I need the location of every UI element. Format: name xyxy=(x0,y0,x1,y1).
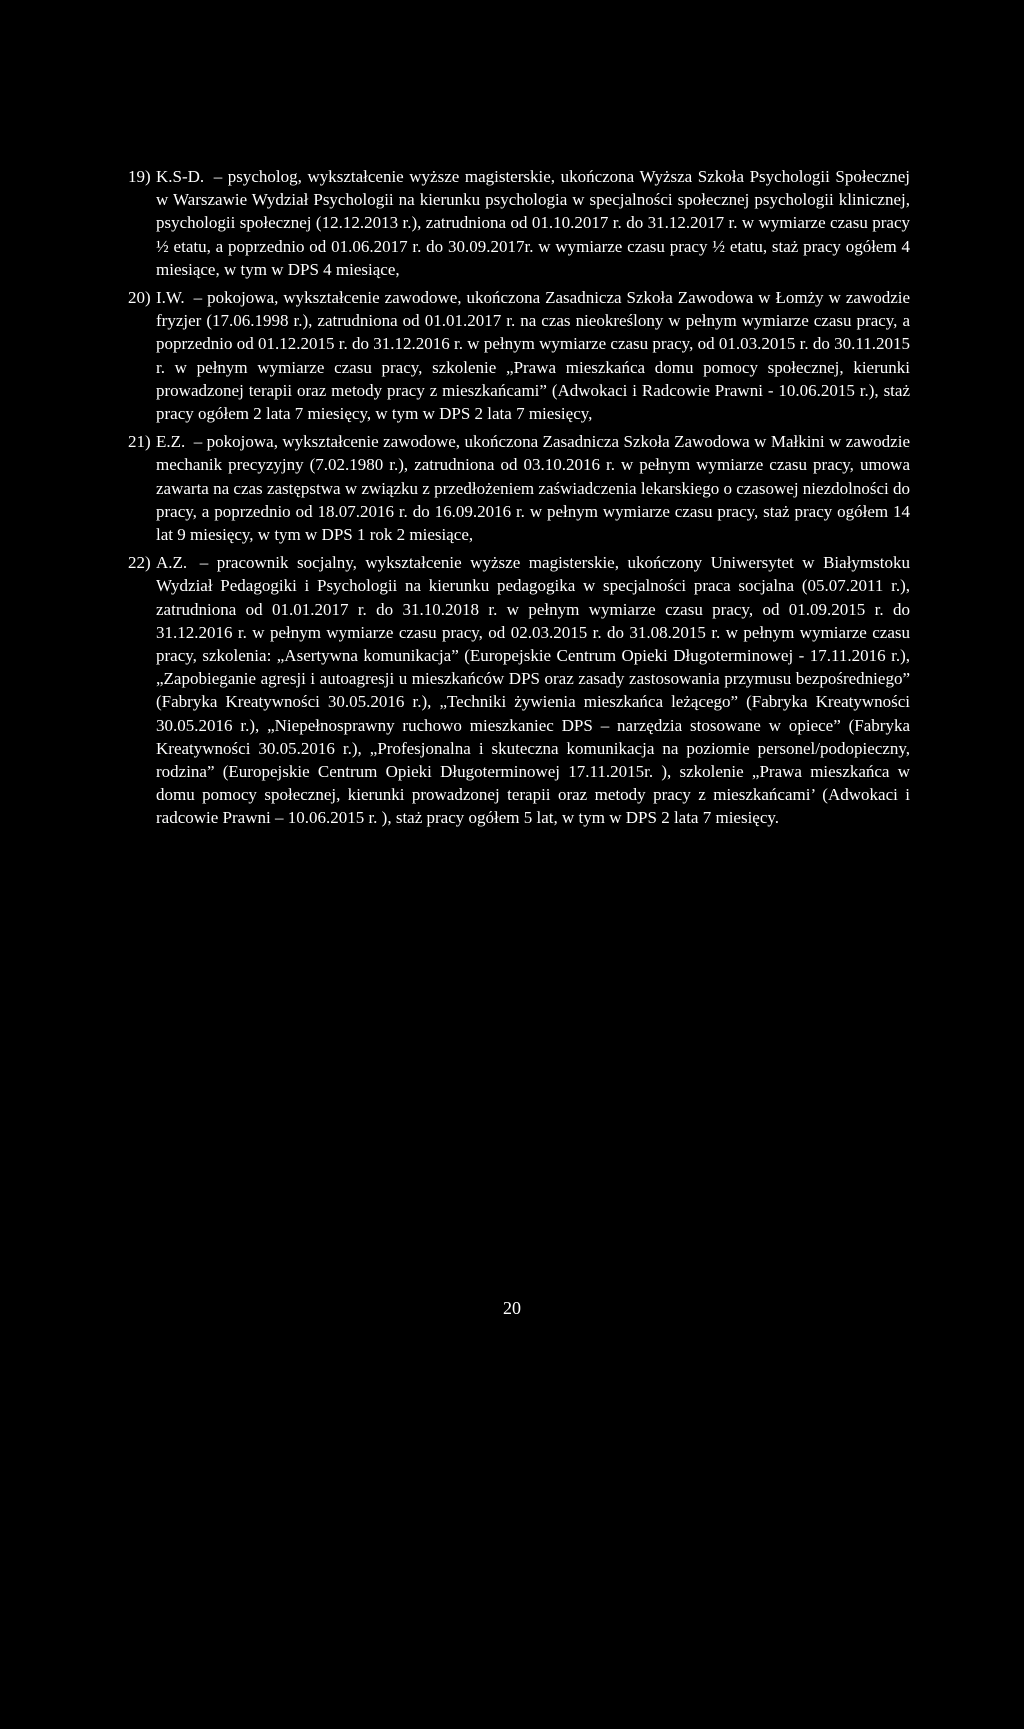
item-number: 21) xyxy=(128,432,151,452)
item-initials: A.Z. xyxy=(156,553,188,573)
list-item xyxy=(128,286,910,425)
item-number: 19) xyxy=(128,167,151,186)
item-initials: K.S-D. xyxy=(156,167,205,186)
list-item xyxy=(128,551,910,829)
staff-list xyxy=(128,165,910,835)
page-number: 20 xyxy=(503,1298,521,1318)
item-text: – pokojowa, wykształcenie zawodowe, ukończona Zasadnicza Szkoła Zawodowa w Małkini w zawodzie mechanik precyzyjny (7.02.1980 r.), zatrudniona od 03.10.2016 r. w pełnym wymiarze czasu pracy, umowa zawarta na czas zastępstwa w związku z przedłożeniem zaświadczenia lekarskiego o czasowej niezdolności do pracy, a poprzednio od 18.07.2016 r. do 16.09.2016 r. w pełnym wymiarze czasu pracy, staż pracy ogółem 14 lat 9 miesięcy, w tym w DPS 1 rok 2 miesiące, xyxy=(156,432,910,545)
item-text: – pokojowa, wykształcenie zawodowe, ukończona Zasadnicza Szkoła Zawodowa w Łomży w zawodzie fryzjer (17.06.1998 r.), zatrudniona od 01.01.2017 r. na czas nieokreślony w pełnym wymiarze czasu pracy, a poprzednio od 01.12.2015 r. do 31.12.2016 r. w pełnym wymiarze czasu pracy, od 01.03.2015 r. do 30.11.2015 r. w pełnym wymiarze czasu pracy, szkolenie „Prawa mieszkańca domu pomocy społecznej, kierunki prowadzonej terapii oraz metody pracy z mieszkańcami” (Adwokaci i Radcowie Prawni - 10.06.2015 r.), staż pracy ogółem 2 lata 7 miesięcy, w tym w DPS 2 lata 7 miesięcy, xyxy=(156,288,911,424)
item-text: – psycholog, wykształcenie wyższe magisterskie, ukończona Wyższa Szkoła Psychologii Społecznej w Warszawie Wydział Psychologii na kierunku psychologia w specjalności społecznej psychologii klinicznej, psychologii społecznej (12.12.2013 r.), zatrudniona od 01.10.2017 r. do 31.12.2017 r. w wymiarze czasu pracy ½ etatu, a poprzednio od 01.06.2017 r. do 30.09.2017r. w wymiarze czasu pracy ½ etatu, staż pracy ogółem 4 miesiące, w tym w DPS 4 miesiące, xyxy=(156,167,910,279)
item-initials: I.W. xyxy=(156,288,185,308)
item-initials: E.Z. xyxy=(156,432,186,452)
item-number: 20) xyxy=(128,288,151,308)
list-item xyxy=(128,430,910,546)
item-text: – pracownik socjalny, wykształcenie wyższe magisterskie, ukończony Uniwersytet w Białymstoku Wydział Pedagogiki i Psychologii na kierunku pedagogika w specjalności praca socjalna (05.07.2011 r.), zatrudniona od 01.01.2017 r. do 31.10.2018 r. w pełnym wymiarze czasu pracy, od 01.09.2015 r. do 31.12.2016 r. w pełnym wymiarze czasu pracy, od 02.03.2015 r. do 31.08.2015 r. w pełnym wymiarze czasu pracy, szkolenia: „Asertywna komunikacja” (Europejskie Centrum Opieki Długoterminowej - 17.11.2016 r.), „Zapobieganie agresji i autoagresji u mieszkańców DPS oraz zasady zastosowania przymusu bezpośredniego” (Fabryka Kreatywności 30.05.2016 r.), „Techniki żywienia mieszkańca leżącego” (Fabryka Kreatywności 30.05.2016 r.), „Niepełnosprawny ruchowo mieszkaniec DPS – narzędzia stosowane w opiece” (Fabryka Kreatywności 30.05.2016 r.), „Profesjonalna i skuteczna komunikacja na poziomie personel/podopieczny, rodzina” (Europejskie Centrum Opieki Długoterminowej 17.11.2015r. ), szkolenie „Prawa mieszkańca w domu pomocy społecznej, kierunki prowadzonej terapii oraz metody pracy z mieszkańcami’ (Adwokaci i radcowie Prawni – 10.06.2015 r. ), staż pracy ogółem 5 lat, w tym w DPS 2 lata 7 miesięcy. xyxy=(156,553,910,828)
list-item xyxy=(128,165,910,281)
item-number: 22) xyxy=(128,553,151,573)
